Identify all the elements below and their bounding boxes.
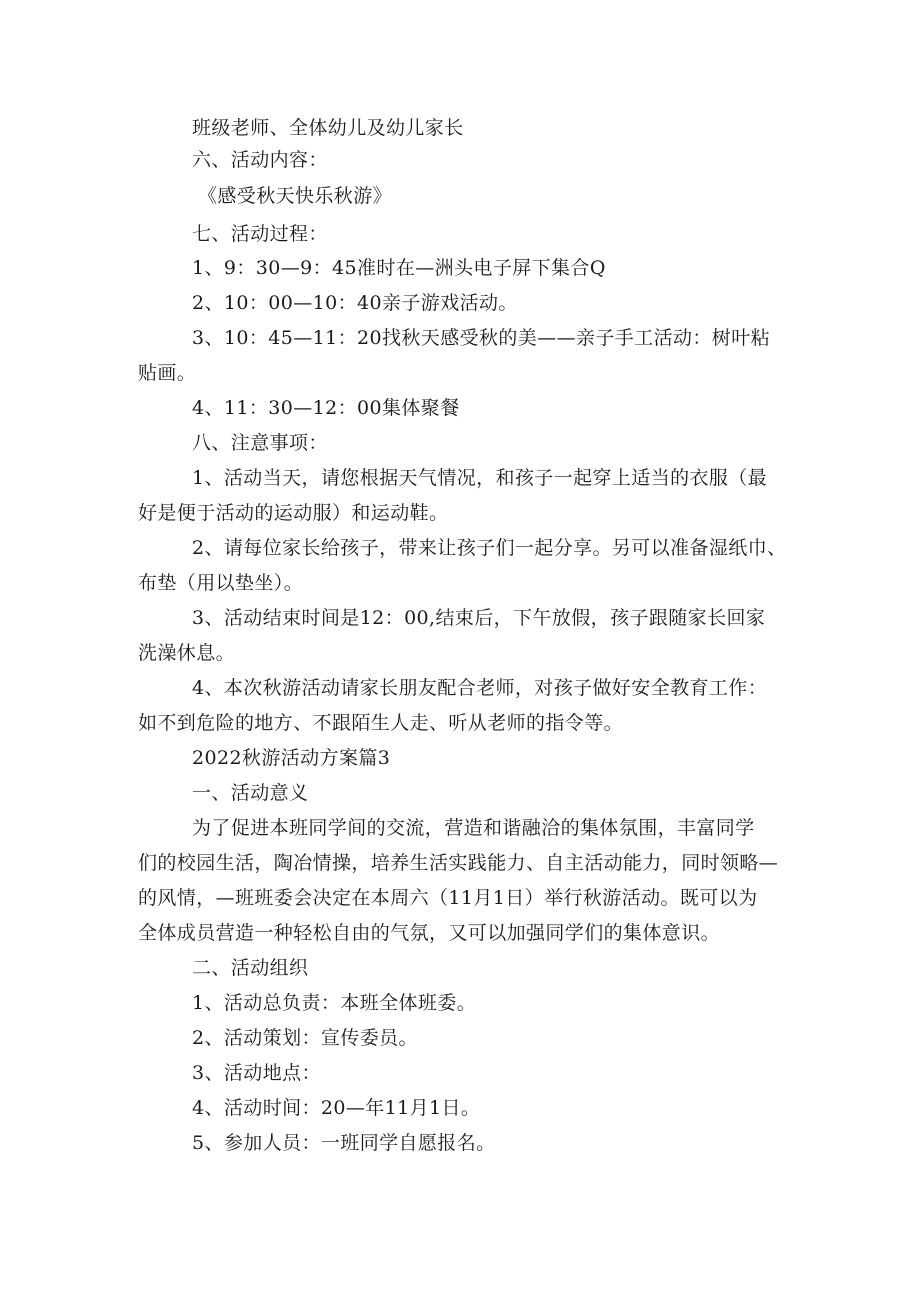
organization-item-4: 4、活动时间：20—年11月1日。 (192, 1097, 481, 1119)
note-4-cont: 如不到危险的地方、不跟陌生人走、听从老师的指令等。 (138, 712, 624, 734)
organization-item-5: 5、参加人员：一班同学自愿报名。 (192, 1132, 496, 1154)
heading-organization: 二、活动组织 (192, 957, 309, 979)
note-4: 4、本次秋游活动请家长朋友配合老师，对孩子做好安全教育工作： (192, 677, 768, 699)
note-3: 3、活动结束时间是12：00,结束后，下午放假，孩子跟随家长回家 (192, 607, 766, 629)
organization-item-3: 3、活动地点： (192, 1062, 321, 1084)
note-1-cont: 好是便于活动的运动服）和运动鞋。 (138, 502, 449, 524)
paragraph-participants: 班级老师、全体幼儿及幼儿家长 (192, 117, 464, 139)
note-1: 1、活动当天，请您根据天气情况，和孩子一起穿上适当的衣服（最 (192, 467, 768, 489)
process-step-4: 4、11：30—12：00集体聚餐 (192, 397, 460, 419)
activity-title: 《感受秋天快乐秋游》 (198, 185, 393, 207)
significance-line-3: 的风情，—班班委会决定在本周六（11月1日）举行秋游活动。既可以为 (138, 887, 758, 909)
significance-line-4: 全体成员营造一种轻松自由的气氛，又可以加强同学们的集体意识。 (138, 922, 721, 944)
heading-activity-process: 七、活动过程： (192, 223, 328, 245)
heading-significance: 一、活动意义 (192, 782, 309, 804)
heading-notes: 八、注意事项： (192, 432, 328, 454)
organization-item-2: 2、活动策划：宣传委员。 (192, 1027, 418, 1049)
note-2-cont: 布垫（用以垫坐）。 (138, 572, 304, 594)
process-step-1: 1、9：30—9：45准时在—洲头电子屏下集合Q (192, 257, 606, 279)
note-3-cont: 洗澡休息。 (138, 642, 236, 664)
organization-item-1: 1、活动总负责：本班全体班委。 (192, 992, 477, 1014)
process-step-2: 2、10：00—10：40亲子游戏活动。 (192, 292, 518, 314)
process-step-3-cont: 贴画。 (138, 362, 197, 384)
significance-line-2: 们的校园生活，陶冶情操，培养生活实践能力、自主活动能力，同时领略— (138, 852, 779, 874)
section-title-plan-3: 2022秋游活动方案篇3 (192, 747, 391, 769)
process-step-3: 3、10：45—11：20找秋天感受秋的美——亲子手工活动：树叶粘 (192, 327, 770, 349)
note-2: 2、请每位家长给孩子，带来让孩子们一起分享。另可以准备湿纸巾、 (192, 537, 787, 559)
heading-activity-content: 六、活动内容： (192, 149, 328, 171)
significance-line-1: 为了促进本班同学间的交流，营造和谐融洽的集体氛围，丰富同学 (192, 817, 755, 839)
